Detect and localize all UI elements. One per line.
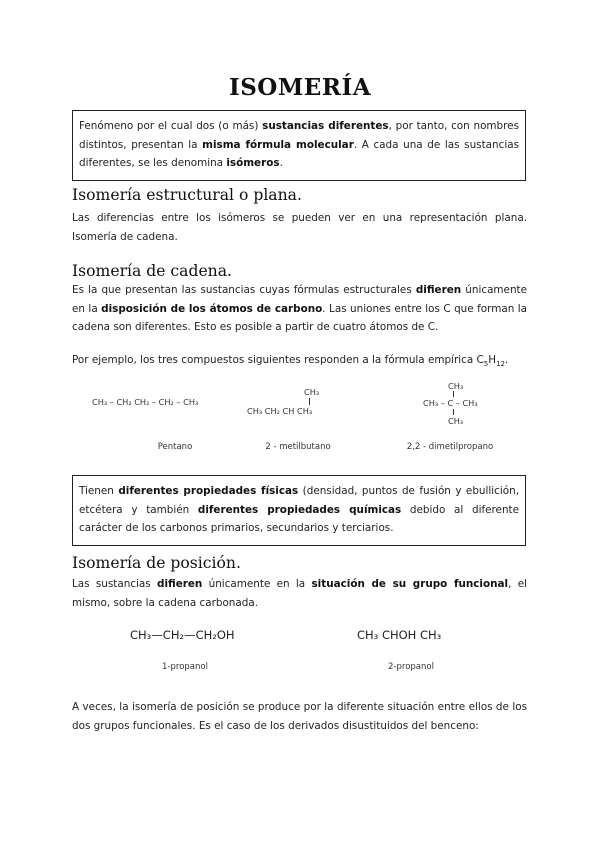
- paragraph-text: Las sustancias: [72, 578, 157, 590]
- paragraph-bold-text: difieren: [157, 578, 203, 590]
- paragraph-text: Es la que presentan las sustancias cuyas fórmulas estructurales: [72, 284, 416, 296]
- pentano-caption: Pentano: [157, 442, 193, 452]
- heading-position: Isomería de posición.: [72, 554, 241, 572]
- properties-text: debido al diferente carácter de los carbonos primarios, secundarios y terciarios.: [79, 503, 520, 534]
- example-text: .: [504, 354, 509, 366]
- definition-bold-text: isómeros: [226, 157, 280, 169]
- properties-box: [72, 475, 526, 546]
- properties-text: Tienen: [79, 485, 119, 497]
- paragraph-bold-text: situación de su grupo funcional: [311, 578, 509, 590]
- metilbutano-caption: 2 - metilbutano: [265, 442, 331, 452]
- paragraph-example: [72, 351, 527, 374]
- bond-line: [453, 409, 454, 415]
- definition-box: [72, 110, 526, 181]
- paragraph-closing: A veces, la isomería de posición se produce por la diferente situación entre ellos de los dos grupos funcionales. Es el caso de los derivados disustituidos del benceno:: [72, 701, 527, 732]
- definition-bold-text: misma fórmula molecular: [202, 138, 354, 151]
- heading-structural: Isomería estructural o plana.: [72, 186, 302, 204]
- propanol1-formula: CH₃—CH₂—CH₂OH: [130, 628, 235, 642]
- paragraph-text: únicamente en la: [202, 578, 312, 590]
- propanol2-formula: CH₃ CHOH CH₃: [357, 628, 442, 642]
- dimetilpropano-middle: CH₃ – C – CH₃: [423, 398, 478, 408]
- pentano-formula: CH₃ – CH₂ CH₂ – CH₂ – CH₃: [92, 397, 199, 407]
- formula-subscript: 12: [496, 360, 505, 369]
- dimetilpropano-top: CH₃: [448, 381, 464, 391]
- example-text: H: [488, 354, 497, 366]
- properties-bold-text: diferentes propiedades químicas: [197, 503, 402, 516]
- definition-text: Fenómeno por el cual dos (o más): [79, 120, 263, 132]
- definition-bold-text: sustancias diferentes: [262, 120, 389, 132]
- paragraph-text: , el mismo, sobre la cadena carbonada.: [72, 578, 527, 609]
- definition-text: .: [279, 157, 283, 169]
- example-text: Por ejemplo, los tres compuestos siguientes responden a la fórmula empírica C: [72, 354, 484, 366]
- properties-bold-text: diferentes propiedades físicas: [118, 485, 299, 497]
- paragraph-text: únicamente en la: [72, 284, 527, 315]
- propanol2-caption: 2-propanol: [388, 662, 434, 672]
- dimetilpropano-bottom: CH₃: [448, 416, 464, 426]
- paragraph-text: . Las uniones entre los C que forman la cadena son diferentes. Esto es posible a partir de cuatro átomos de C.: [72, 302, 527, 333]
- definition-text: . A cada una de las sustancias diferentes, se les denomina: [79, 138, 519, 169]
- heading-chain: Isomería de cadena.: [72, 262, 232, 280]
- dimetilpropano-caption: 2,2 - dimetilpropano: [406, 442, 494, 452]
- paragraph-chain: [72, 281, 527, 337]
- paragraph-structural: Las diferencias entre los isómeros se pueden ver en una representación plana. Isomería de cadena.: [72, 212, 527, 243]
- properties-text: (densidad, puntos de fusión y ebullición, etcétera y también: [79, 485, 519, 516]
- page-title: ISOMERÍA: [228, 74, 372, 101]
- bond-line: [309, 398, 310, 405]
- paragraph-bold-text: difieren: [415, 284, 462, 296]
- formula-subscript: 5: [483, 360, 489, 369]
- bond-line: [453, 391, 454, 397]
- paragraph-position: [72, 575, 527, 612]
- paragraph-bold-text: disposición de los átomos de carbono: [101, 302, 323, 315]
- metilbutano-bottom: CH₃ CH₂ CH CH₃: [247, 406, 313, 416]
- metilbutano-top: CH₃: [304, 387, 320, 397]
- propanol1-caption: 1-propanol: [162, 662, 208, 672]
- definition-text: , por tanto, con nombres distintos, presentan la: [79, 120, 519, 151]
